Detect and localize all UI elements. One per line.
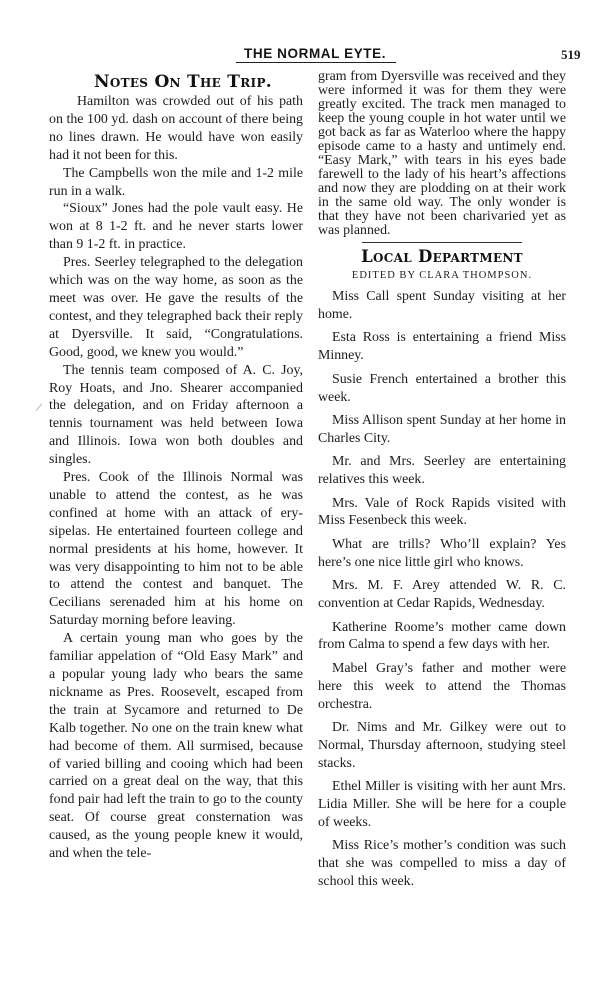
local-item: Mrs. Vale of Rock Rapids visited with Miss Fesenbeck this week. [318, 495, 566, 529]
editor-credit: EDITED BY CLARA THOMPSON. [351, 270, 533, 281]
paragraph-easy-mark: A certain young man who goes by the familiar appelation of “Old Easy Mark” and a popular young lady who bears the same nickname as Pres. Roosevelt, escaped from the train at Sycamore and returned to De Kalb together. No one on the train knew what had become of them. All surmised, because of varied billing and cooing which had been carried on a great deal on the way, that this fond pair had left the train to go to the county seat. Of course great consternation was caused, as the young people knew it would, and when the tele- [49, 631, 303, 862]
left-column [49, 72, 303, 863]
local-item: Katherine Roome’s mother came down from Calma to spend a few days with her. [318, 619, 566, 653]
page-number: 519 [561, 47, 581, 62]
local-item: Mr. and Mrs. Seerley are entertaining relatives this week. [318, 454, 566, 488]
paragraph-pres-cook: Pres. Cook of the Illinois Normal was unable to attend the contest, as he was confined at home with an attack of erysipelas. He entertained fourteen college and normal presidents at his home, however. It was very disappointing to him not to be able to attend the contest and banquet. The Cecilians serenaded him at his home on Saturday morning before leaving. [49, 470, 303, 629]
paragraph-sioux-jones: “Sioux” Jones had the pole vault easy. He won at 8 1-2 ft. and he never starts lower than 9 1-2 ft. in practice. [49, 201, 303, 253]
local-items-list [318, 288, 566, 891]
paragraph-campbells: The Campbells won the mile and 1-2 mile run in a walk. [49, 165, 303, 199]
paragraph-tennis-team: The tennis team composed of A. C. Joy, Roy Hoats, and Jno. Shearer accompanied the delegation, and on Friday afternoon a tennis tournament was held between Iowa and Illinois. Iowa won both doubles and singles. [49, 362, 303, 468]
local-item: Susie French entertained a brother this week. [318, 371, 566, 405]
article-heading-trip: Notes On The Trip. [94, 72, 272, 92]
section-heading-local-department: Local Department [361, 247, 523, 266]
local-item: Miss Rice’s mother’s condition was such that she was compelled to miss a day of school this week. [318, 838, 566, 890]
local-item: Mrs. M. F. Arey attended W. R. C. convention at Cedar Rapids, Wednesday. [318, 578, 566, 612]
margin-pencil-mark: ⁄ [38, 400, 41, 414]
paragraph-continuation: gram from Dyersville was received and they were informed it was for them they were greatly excited. The track men managed to keep the young couple in hot water until we got back as far as Waterloo where the happy episode came to a hasty and untimely end. “Easy Mark,” with tears in his eyes bade farewell to the lady of his heart’s affections and now they are plodding on at their work in the same old way. The only wonder is that they have not been charivaried yet as was planned. [318, 69, 566, 238]
local-item: Mabel Gray’s father and mother were here this week to attend the Thomas orchestra. [318, 660, 566, 712]
local-item: Dr. Nims and Mr. Gilkey were out to Normal, Thursday afternoon, studying steel stacks. [318, 720, 566, 771]
local-item: Ethel Miller is visiting with her aunt Mrs. Lidia Miller. She will be here for a couple of weeks. [318, 779, 566, 831]
local-item: What are trills? Who’ll explain? Yes here’s one nice little girl who knows. [318, 536, 566, 570]
paragraph-hamilton: Hamilton was crowded out of his path on the 100 yd. dash on account of there being no lines drawn. He would have won easily had it not been for this. [49, 94, 303, 163]
section-divider [362, 242, 522, 243]
local-item: Miss Allison spent Sunday at her home in Charles City. [318, 412, 566, 446]
local-item: Esta Ross is entertaining a friend Miss Minney. [318, 330, 566, 364]
running-head [0, 46, 608, 66]
journal-title: THE NORMAL EYTE. [236, 46, 396, 63]
paragraph-seerley-telegraph: Pres. Seerley telegraphed to the delegation which was on the way home, as soon as the meet was over. He gave the results of the contest, and they telegraphed back their reply at Dyersville. It said, “Congratulations. Good, good, we knew you would.” [49, 255, 303, 360]
right-column [318, 70, 566, 897]
local-item: Miss Call spent Sunday visiting at her home. [318, 289, 566, 322]
